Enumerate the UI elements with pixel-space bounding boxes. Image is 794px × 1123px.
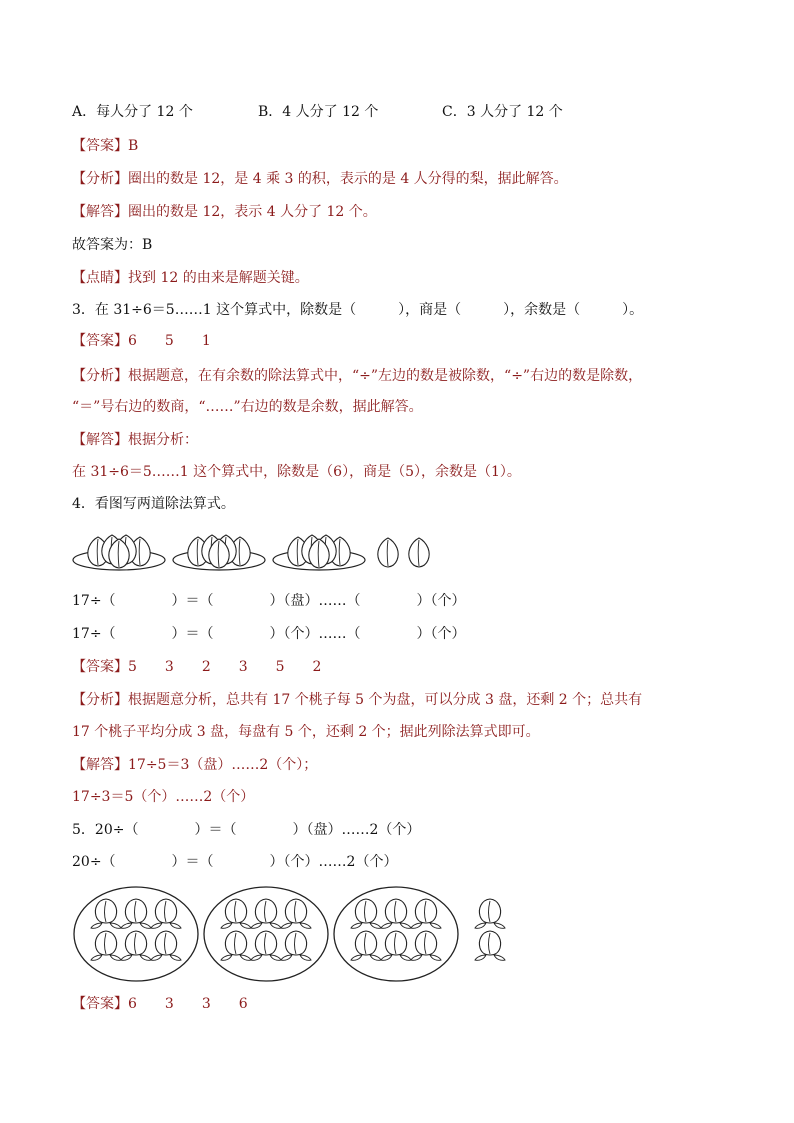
q2-analysis: 【分析】圈出的数是 12，是 4 乘 3 的积，表示的是 4 人分得的梨，据此解答。 (72, 171, 568, 187)
q4-answer: 【答案】5 3 2 3 5 2 (72, 659, 322, 675)
q5-answer: 【答案】6 3 3 6 (72, 996, 248, 1012)
q2-final-answer: 故答案为：B (72, 237, 153, 253)
peach-group-3 (334, 887, 458, 981)
q4-analysis-line1: 【分析】根据题意分析，总共有 17 个桃子每 5 个为盘，可以分成 3 盘，还剩 2 个；总共有 (72, 692, 643, 708)
q5-formula-1: 5．20÷（ ）＝（ ）（盘）……2（个） (72, 822, 421, 838)
loose-peaches (378, 538, 429, 567)
q3-answer: 【答案】6 5 1 (72, 333, 211, 349)
q4-solution-line2: 17÷3＝5（个）……2（个） (72, 789, 255, 805)
q3-solution-line2: 在 31÷6＝5……1 这个算式中，除数是（6），商是（5），余数是（1）。 (72, 464, 521, 480)
q2-comment: 【点睛】找到 12 的由来是解题关键。 (72, 270, 309, 286)
q3-solution-line1: 【解答】根据分析： (72, 432, 198, 448)
plate-2 (173, 535, 265, 570)
option-b: B．4 人分了 12 个 (258, 104, 379, 120)
q3-analysis-line2: “＝”号右边的数商，“……”右边的数是余数，据此解答。 (72, 399, 423, 415)
leftover-peaches (475, 899, 505, 960)
q4-formula-2: 17÷（ ）＝（ ）（个）……（ ）（个） (72, 626, 466, 642)
q3-analysis-line1: 【分析】根据题意，在有余数的除法算式中，“÷”左边的数是被除数，“÷”右边的数是除数， (72, 368, 643, 384)
peach-group-2 (204, 887, 328, 981)
plate-1 (73, 535, 165, 570)
q3-question: 3．在 31÷6＝5……1 这个算式中，除数是（ ），商是（ ），余数是（ ）。 (72, 302, 644, 318)
option-a: A．每人分了 12 个 (72, 104, 193, 120)
q5-formula-2: 20÷（ ）＝（ ）（个）……2（个） (72, 854, 398, 870)
q4-solution-line1: 【解答】17÷5＝3（盘）……2（个）； (72, 757, 318, 773)
q4-formula-1: 17÷（ ）＝（ ）（盘）……（ ）（个） (72, 593, 466, 609)
q4-question: 4．看图写两道除法算式。 (72, 496, 235, 512)
q4-peach-plates-figure (72, 526, 442, 574)
q2-answer: 【答案】B (72, 138, 139, 154)
q5-peach-groups-figure (72, 884, 517, 984)
q2-solution: 【解答】圈出的数是 12，表示 4 人分了 12 个。 (72, 204, 377, 220)
plate-3 (273, 535, 365, 570)
option-c: C．3 人分了 12 个 (442, 104, 563, 120)
q4-analysis-line2: 17 个桃子平均分成 3 盘，每盘有 5 个，还剩 2 个；据此列除法算式即可。 (72, 724, 540, 740)
peach-group-1 (74, 887, 198, 981)
